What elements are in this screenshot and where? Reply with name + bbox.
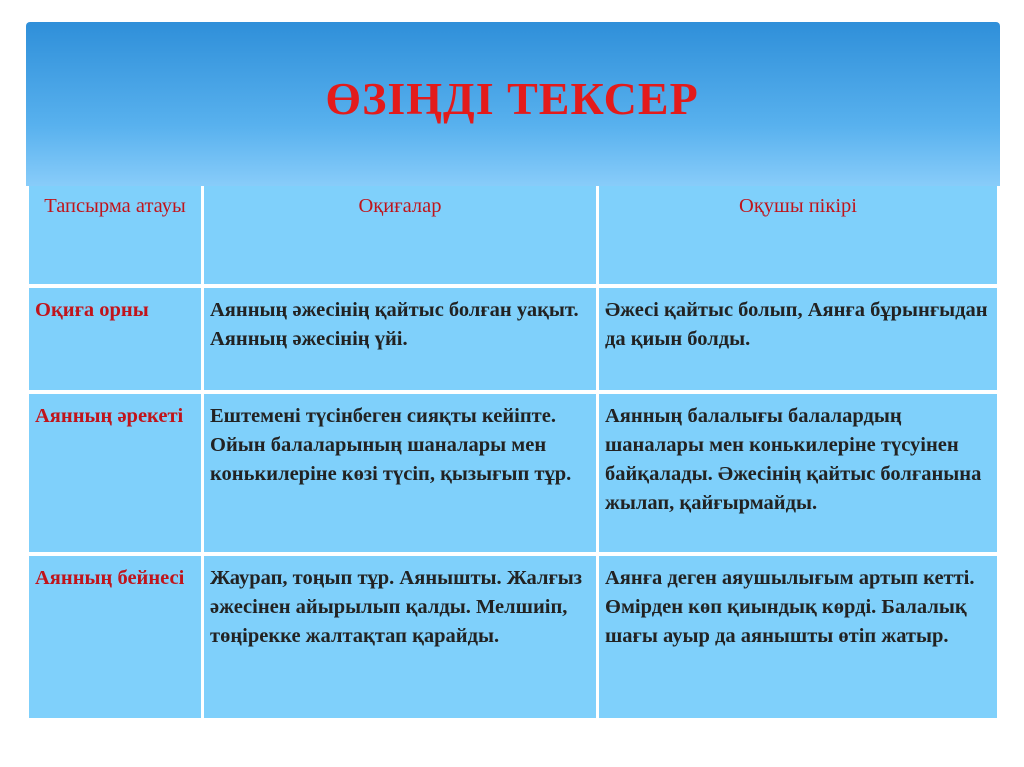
row-opinion: Аянның балалығы балалардың шаналары мен конькилеріне түсуінен байқалады. Әжесінің қайтыс болғанына жылап, қайғырмайды. [599, 394, 997, 556]
table-row [29, 394, 997, 556]
row-label: Оқиға орны [29, 288, 201, 394]
row-events: Ештемені түсінбеген сияқты кейіпте. Ойын балаларының шаналары мен конькилеріне көзі түсіп, қызығып тұр. [204, 394, 596, 556]
row-events: Жаурап, тоңып тұр. Аянышты. Жалғыз әжесінен айырылып қалды. Мелшиіп, төңірекке жалтақтап қарайды. [204, 556, 596, 722]
row-events: Аянның әжесінің қайтыс болған уақыт. Аянның әжесінің үйі. [204, 288, 596, 394]
row-label: Аянның бейнесі [29, 556, 201, 722]
row-opinion: Аянға деген аяушылығым артып кетті. Өмірден көп қиындық көрді. Балалық шағы ауыр да аянышты өтіп жатыр. [599, 556, 997, 722]
row-label: Аянның әрекеті [29, 394, 201, 556]
header-task-name: Тапсырма атауы [29, 186, 201, 288]
row-opinion: Әжесі қайтыс болып, Аянға бұрынғыдан да қиын болды. [599, 288, 997, 394]
table-row [29, 288, 997, 394]
slide-title: ӨЗІҢДІ ТЕКСЕР [325, 73, 699, 124]
table-row [29, 556, 997, 722]
table-header-row [29, 186, 997, 288]
check-table [26, 186, 1000, 708]
header-student-opinion: Оқушы пікірі [599, 186, 997, 288]
header-events: Оқиғалар [204, 186, 596, 288]
